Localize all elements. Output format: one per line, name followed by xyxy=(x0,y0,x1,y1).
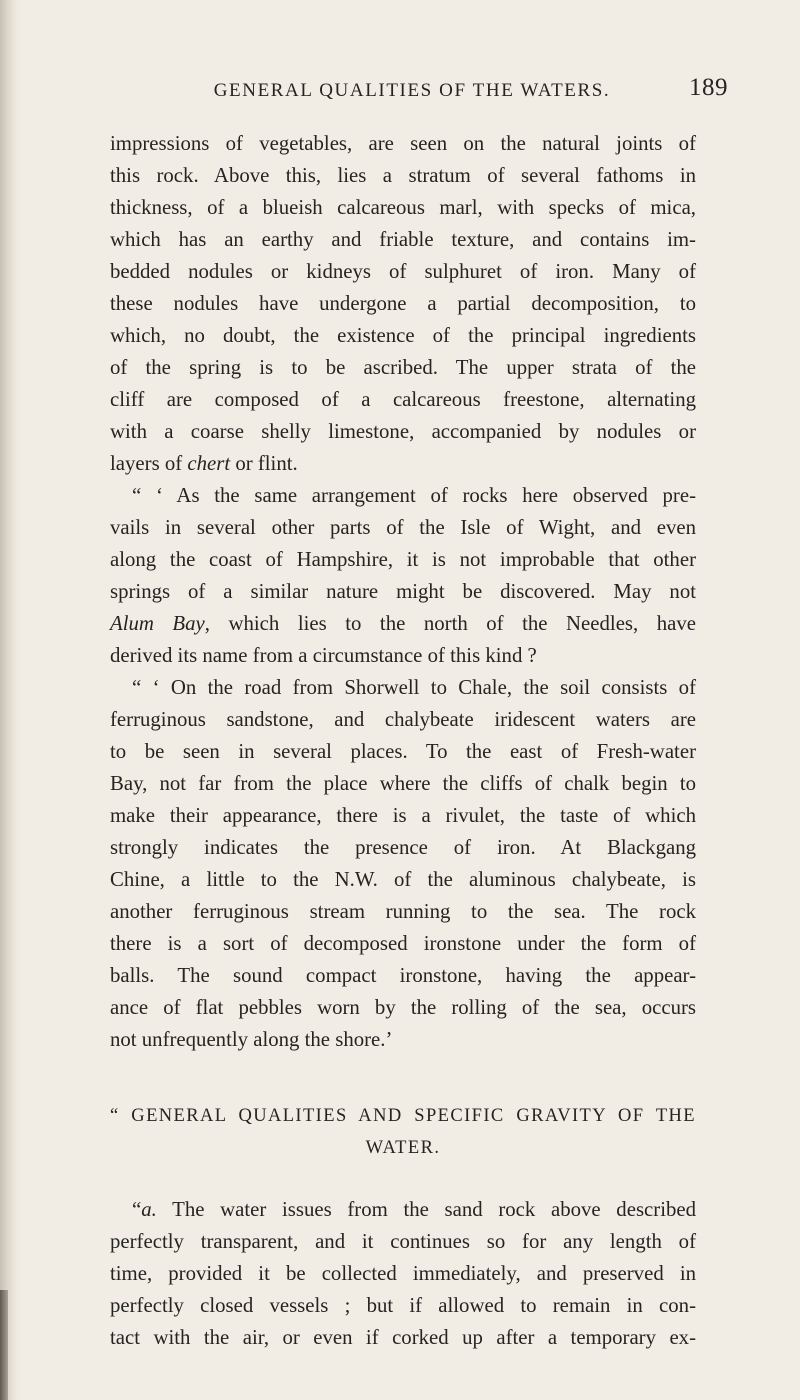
text-line: Bay, not far from the place where the cliffs of chalk begin to xyxy=(110,772,696,795)
text-span: “ xyxy=(132,1198,142,1221)
page-header xyxy=(90,74,734,114)
text-line: derived its name from a circumstance of this kind ? xyxy=(110,644,537,667)
text-span: The water issues from the sand rock above described xyxy=(156,1198,696,1221)
text-line: tact with the air, or even if corked up after a temporary ex- xyxy=(110,1326,696,1349)
text-line: with a coarse shelly limestone, accompanied by nodules or xyxy=(110,420,696,443)
item-marker: a. xyxy=(141,1198,157,1221)
text-span: , which lies to the north of the Needles, have xyxy=(204,612,696,635)
text-line: ance of flat pebbles worn by the rolling of the sea, occurs xyxy=(110,996,696,1019)
running-head: GENERAL QUALITIES OF THE WATERS. xyxy=(213,80,611,101)
text-line: bedded nodules or kidneys of sulphuret of iron. Many of xyxy=(110,260,696,283)
text-line: perfectly transparent, and it continues so for any length of xyxy=(110,1230,696,1253)
text-line: springs of a similar nature might be discovered. May not xyxy=(110,580,696,603)
text-line: another ferruginous stream running to the sea. The rock xyxy=(110,900,696,923)
text-line: “ ‘ As the same arrangement of rocks here observed pre- xyxy=(132,484,696,507)
text-line: perfectly closed vessels ; but if allowed to remain in con- xyxy=(110,1294,696,1317)
text-line: of the spring is to be ascribed. The upper strata of the xyxy=(110,356,696,379)
text-line: strongly indicates the presence of iron. At Blackgang xyxy=(110,836,696,859)
text-line: balls. The sound compact ironstone, having the appear- xyxy=(110,964,696,987)
text-line: thickness, of a blueish calcareous marl, with specks of mica, xyxy=(110,196,696,219)
italic-term: chert xyxy=(187,452,231,475)
text-span: layers of xyxy=(110,452,188,475)
text-line: there is a sort of decomposed ironstone under the form of xyxy=(110,932,696,955)
text-line: Chine, a little to the N.W. of the aluminous chalybeate, is xyxy=(110,868,696,891)
text-line: which has an earthy and friable texture, and contains im- xyxy=(110,228,696,251)
italic-place-name: Alum Bay xyxy=(110,612,205,635)
text-line: this rock. Above this, lies a stratum of several fathoms in xyxy=(110,164,696,187)
text-line xyxy=(132,1194,696,1226)
text-line: ferruginous sandstone, and chalybeate iridescent waters are xyxy=(110,708,696,731)
text-line: vails in several other parts of the Isle of Wight, and even xyxy=(110,516,696,539)
text-line xyxy=(110,448,696,480)
text-line xyxy=(110,608,696,640)
text-line: not unfrequently along the shore.’ xyxy=(110,1028,393,1051)
section-heading-continued: WATER. xyxy=(365,1138,441,1158)
text-line: along the coast of Hampshire, it is not improbable that other xyxy=(110,548,696,571)
text-line: which, no doubt, the existence of the principal ingredients xyxy=(110,324,696,347)
text-line: make their appearance, there is a rivulet, the taste of which xyxy=(110,804,696,827)
text-line: cliff are composed of a calcareous freestone, alternating xyxy=(110,388,696,411)
binding-edge xyxy=(0,1290,8,1400)
page-edge-shadow xyxy=(0,0,22,1400)
text-span: or flint. xyxy=(230,452,298,475)
text-line: these nodules have undergone a partial decomposition, to xyxy=(110,292,696,315)
section-heading: “ GENERAL QUALITIES AND SPECIFIC GRAVITY OF THE xyxy=(110,1106,696,1126)
page-number: 189 xyxy=(689,74,728,101)
text-line: to be seen in several places. To the east of Fresh-water xyxy=(110,740,696,763)
text-line: impressions of vegetables, are seen on the natural joints of xyxy=(110,132,696,155)
text-line: “ ‘ On the road from Shorwell to Chale, the soil consists of xyxy=(132,676,696,699)
text-line: time, provided it be collected immediately, and preserved in xyxy=(110,1262,696,1285)
